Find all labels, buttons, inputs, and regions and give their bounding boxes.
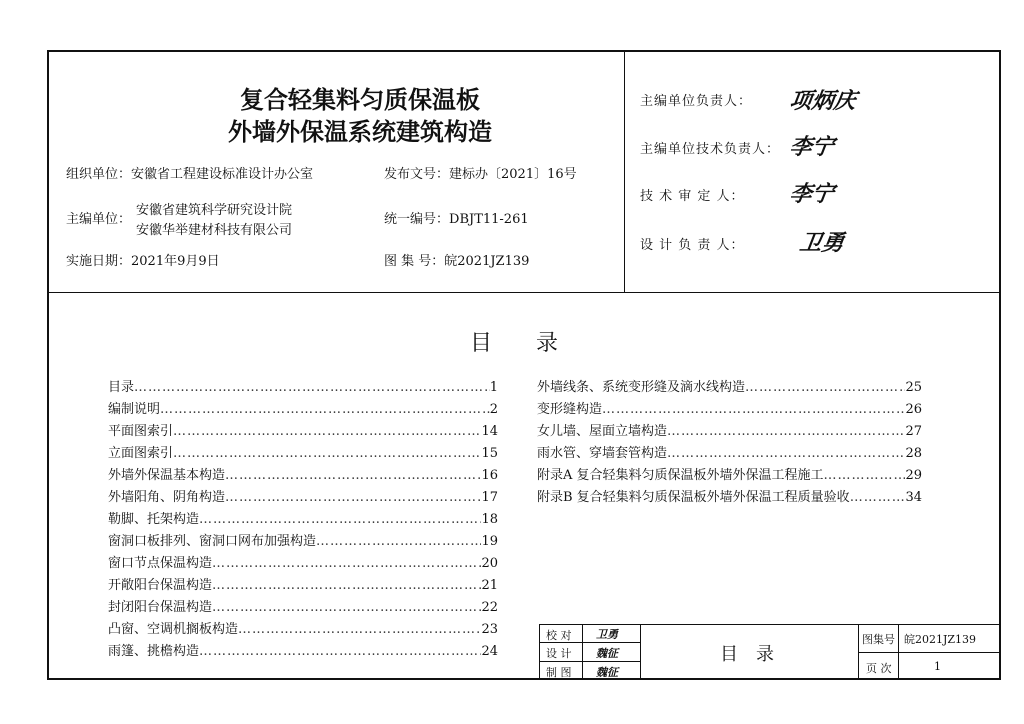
toc-entry[interactable]: [108, 464, 498, 486]
toc-leader: [134, 380, 490, 395]
toc-entry-page: 2: [489, 402, 498, 417]
tb-design-label: 设 计: [546, 647, 572, 660]
org-label: 组织单位：: [66, 167, 132, 182]
date-row: [66, 250, 220, 269]
toc-leader: [212, 600, 481, 615]
toc-entry-page: 25: [905, 380, 922, 395]
title-line-1: 复合轻集料匀质保温板: [240, 86, 480, 114]
toc-entry-title: 目录: [108, 380, 135, 395]
toc-leader: [225, 490, 481, 505]
toc-entry-title: 雨水管、穿墙套管构造: [537, 446, 668, 461]
toc-entry[interactable]: [108, 596, 498, 618]
toc-entry-title: 外墙线条、系统变形缝及滴水线构造: [537, 380, 746, 395]
doc-no-value: 建标办〔2021〕16号: [449, 167, 577, 182]
reviewer-label: 技 术 审 定 人：: [640, 189, 745, 204]
toc-leader: [173, 446, 481, 461]
toc-leader: [667, 446, 905, 461]
tb-draw-label: 制 图: [546, 666, 572, 679]
toc-entry-title: 附录B 复合轻集料匀质保温板外墙外保温工程质量验收: [537, 490, 850, 505]
toc-entry[interactable]: [108, 508, 498, 530]
toc-entry[interactable]: [108, 618, 498, 640]
tb-page-label: 页 次: [866, 662, 892, 675]
toc-entry-title: 开敞阳台保温构造: [108, 578, 213, 593]
toc-entry-title: 窗口节点保温构造: [108, 556, 213, 571]
tb-check-signature: 卫勇: [596, 628, 618, 641]
toc-entry-page: 29: [905, 468, 922, 483]
toc-leader: [225, 468, 481, 483]
toc-leader: [238, 622, 481, 637]
tb-draw-signature: 魏征: [596, 666, 618, 679]
date-label: 实施日期：: [66, 254, 132, 269]
tb-page-value: 1: [934, 660, 941, 673]
tech-lead-signature: 李宁: [787, 135, 836, 160]
toc-entry-page: 34: [905, 490, 922, 505]
atlas-no-label: 图 集 号：: [384, 254, 445, 269]
title-line-2: 外墙外保温系统建筑构造: [228, 118, 492, 146]
toc-entry[interactable]: [108, 552, 498, 574]
editor-value-2: 安徽华举建材科技有限公司: [136, 223, 293, 238]
design-lead-signature: 卫勇: [797, 231, 846, 256]
atlas-no-value: 皖2021JZ139: [444, 254, 530, 269]
tb-row-line: [539, 661, 640, 662]
toc-entry-title: 窗洞口板排列、窗洞口网布加强构造: [108, 534, 317, 549]
toc-entry[interactable]: [108, 398, 498, 420]
toc-entry[interactable]: [537, 464, 922, 486]
toc-entry[interactable]: [108, 442, 498, 464]
signature-divider: [624, 50, 625, 292]
toc-leader: [824, 468, 906, 483]
toc-entry[interactable]: [108, 530, 498, 552]
toc-entry[interactable]: [537, 486, 922, 508]
toc-leader: [199, 644, 481, 659]
toc-entry-page: 27: [905, 424, 922, 439]
toc-entry[interactable]: [108, 640, 498, 662]
toc-leader: [316, 534, 481, 549]
toc-entry[interactable]: [537, 420, 922, 442]
tb-divider: [640, 624, 641, 680]
toc-entry-page: 16: [481, 468, 498, 483]
toc-entry-page: 1: [489, 380, 498, 395]
toc-entry-page: 18: [481, 512, 498, 527]
tb-row-line: [858, 652, 1001, 653]
toc-entry-page: 28: [905, 446, 922, 461]
toc-entry-title: 封闭阳台保温构造: [108, 600, 213, 615]
toc-entry[interactable]: [537, 442, 922, 464]
toc-entry[interactable]: [537, 376, 922, 398]
chief-editor-signature: 项炳庆: [787, 89, 858, 114]
toc-leader: [667, 424, 905, 439]
toc-entry-title: 编制说明: [108, 402, 161, 417]
toc-entry-page: 21: [481, 578, 498, 593]
toc-leader: [850, 490, 906, 505]
toc-entry-page: 24: [481, 644, 498, 659]
toc-entry-title: 雨篷、挑檐构造: [108, 644, 200, 659]
design-lead-label: 设 计 负 责 人：: [640, 238, 745, 253]
tb-sheet-title: 目 录: [720, 644, 774, 665]
chief-editor-label: 主编单位负责人：: [640, 94, 753, 109]
tb-atlas-value: 皖2021JZ139: [904, 633, 977, 646]
unified-no-label: 统一编号：: [384, 212, 450, 227]
toc-entry-title: 变形缝构造: [537, 402, 603, 417]
toc-leader: [212, 556, 481, 571]
org-value: 安徽省工程建设标准设计办公室: [131, 167, 314, 182]
unified-no-value: DBJT11-261: [449, 212, 529, 227]
header-divider: [47, 292, 1001, 293]
doc-no-label: 发布文号：: [384, 167, 450, 182]
toc-entry-title: 凸窗、空调机搁板构造: [108, 622, 239, 637]
tb-check-label: 校 对: [546, 629, 572, 642]
toc-entry-page: 26: [905, 402, 922, 417]
toc-leader: [745, 380, 905, 395]
toc-entry-page: 22: [481, 600, 498, 615]
toc-entry-page: 15: [481, 446, 498, 461]
toc-leader: [212, 578, 481, 593]
toc-leader: [160, 402, 490, 417]
unified-no-row: [384, 208, 529, 227]
toc-entry-title: 附录A 复合轻集料匀质保温板外墙外保温工程施工: [537, 468, 824, 483]
doc-no-row: [384, 163, 577, 182]
toc-entry[interactable]: [108, 574, 498, 596]
toc-leader: [199, 512, 481, 527]
date-value: 2021年9月9日: [131, 254, 220, 269]
toc-entry-page: 14: [481, 424, 498, 439]
toc-entry[interactable]: [108, 420, 498, 442]
toc-entry-title: 女儿墙、屋面立墙构造: [537, 424, 668, 439]
editor-label: 主编单位：: [66, 212, 132, 227]
toc-entry-title: 平面图索引: [108, 424, 174, 439]
toc-entry[interactable]: [537, 398, 922, 420]
tb-design-signature: 魏征: [596, 647, 618, 660]
atlas-no-row: [384, 250, 529, 269]
org-row: [66, 163, 313, 182]
toc-entry[interactable]: [108, 376, 498, 398]
toc-entry-title: 勒脚、托架构造: [108, 512, 200, 527]
toc-entry-title: 立面图索引: [108, 446, 174, 461]
editor-value-1: 安徽省建筑科学研究设计院: [136, 203, 293, 218]
tb-divider: [582, 624, 583, 680]
toc-entry-page: 19: [481, 534, 498, 549]
tech-lead-label: 主编单位技术负责人：: [640, 142, 781, 157]
toc-heading: 目 录: [470, 331, 559, 356]
toc-entry-page: 17: [481, 490, 498, 505]
tb-atlas-label: 图集号: [862, 633, 895, 646]
toc-entry-title: 外墙外保温基本构造: [108, 468, 226, 483]
toc-entry-page: 20: [481, 556, 498, 571]
toc-leader: [173, 424, 481, 439]
toc-entry-page: 23: [481, 622, 498, 637]
toc-entry[interactable]: [108, 486, 498, 508]
reviewer-signature: 李宁: [787, 182, 836, 207]
toc-leader: [602, 402, 905, 417]
toc-entry-title: 外墙阳角、阴角构造: [108, 490, 226, 505]
